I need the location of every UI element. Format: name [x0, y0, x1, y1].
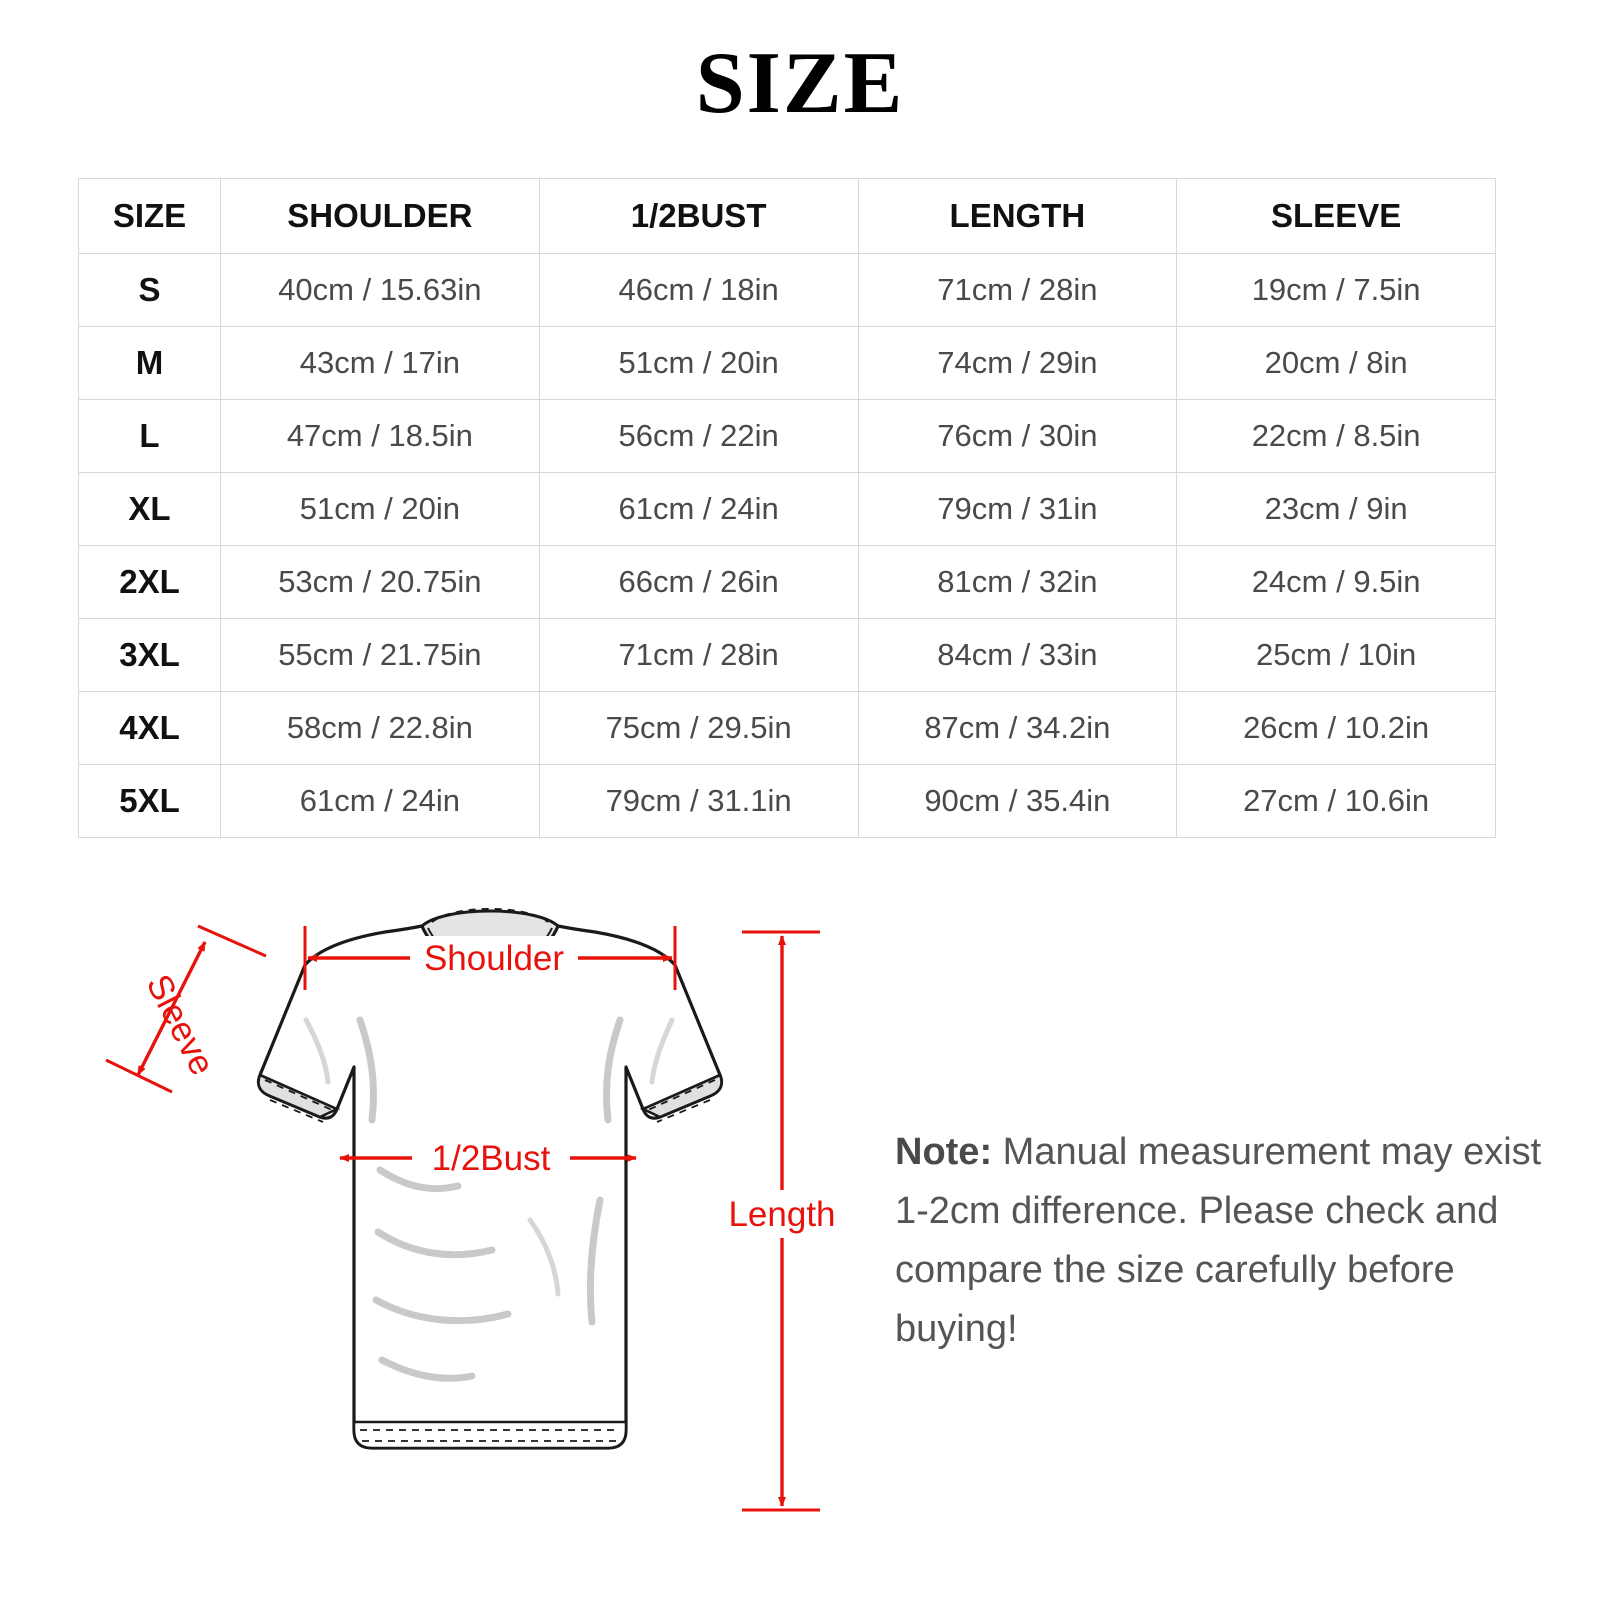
cell-bust: 46cm / 18in — [539, 254, 858, 327]
cell-sleeve: 23cm / 9in — [1177, 473, 1496, 546]
cell-sleeve: 24cm / 9.5in — [1177, 546, 1496, 619]
table-header-row — [79, 179, 1496, 254]
cell-shoulder: 47cm / 18.5in — [221, 400, 540, 473]
cell-size: 4XL — [79, 692, 221, 765]
page-title: SIZE — [695, 35, 905, 132]
cell-length: 74cm / 29in — [858, 327, 1177, 400]
shoulder-label: Shoulder — [423, 939, 565, 978]
cell-bust: 66cm / 26in — [539, 546, 858, 619]
column-header-bust: 1/2BUST — [539, 179, 858, 254]
table-row — [79, 619, 1496, 692]
cell-size: L — [79, 400, 221, 473]
cell-sleeve: 27cm / 10.6in — [1177, 765, 1496, 838]
table-body — [79, 254, 1496, 838]
sleeve-dimension — [106, 926, 266, 1092]
cell-bust: 56cm / 22in — [539, 400, 858, 473]
cell-shoulder: 61cm / 24in — [221, 765, 540, 838]
bust-label: 1/2Bust — [431, 1139, 551, 1178]
cell-size: 3XL — [79, 619, 221, 692]
cell-length: 90cm / 35.4in — [858, 765, 1177, 838]
cell-size: 5XL — [79, 765, 221, 838]
cell-length: 81cm / 32in — [858, 546, 1177, 619]
table-row — [79, 473, 1496, 546]
measurement-note — [895, 1123, 1555, 1359]
length-dimension — [710, 932, 855, 1510]
cell-length: 84cm / 33in — [858, 619, 1177, 692]
table-row — [79, 692, 1496, 765]
cell-length: 79cm / 31in — [858, 473, 1177, 546]
table-row — [79, 327, 1496, 400]
cell-bust: 75cm / 29.5in — [539, 692, 858, 765]
cell-bust: 61cm / 24in — [539, 473, 858, 546]
cell-length: 76cm / 30in — [858, 400, 1177, 473]
cell-size: XL — [79, 473, 221, 546]
table-row — [79, 546, 1496, 619]
note-text: Manual measurement may exist 1-2cm difference. Please check and compare the size carefully before buying! — [895, 1131, 1542, 1350]
cell-shoulder: 51cm / 20in — [221, 473, 540, 546]
cell-size: 2XL — [79, 546, 221, 619]
cell-sleeve: 26cm / 10.2in — [1177, 692, 1496, 765]
column-header-length: LENGTH — [858, 179, 1177, 254]
measurement-diagram — [60, 870, 860, 1570]
table-row — [79, 400, 1496, 473]
cell-sleeve: 19cm / 7.5in — [1177, 254, 1496, 327]
cell-shoulder: 43cm / 17in — [221, 327, 540, 400]
cell-sleeve: 25cm / 10in — [1177, 619, 1496, 692]
cell-bust: 51cm / 20in — [539, 327, 858, 400]
size-chart-table — [78, 178, 1496, 838]
column-header-size: SIZE — [79, 179, 221, 254]
cell-length: 87cm / 34.2in — [858, 692, 1177, 765]
cell-shoulder: 40cm / 15.63in — [221, 254, 540, 327]
cell-sleeve: 20cm / 8in — [1177, 327, 1496, 400]
sleeve-label: Sleeve — [138, 968, 222, 1082]
cell-bust: 71cm / 28in — [539, 619, 858, 692]
cell-shoulder: 53cm / 20.75in — [221, 546, 540, 619]
cell-length: 71cm / 28in — [858, 254, 1177, 327]
table-header — [79, 179, 1496, 254]
note-label: Note: — [895, 1131, 993, 1173]
cell-shoulder: 58cm / 22.8in — [221, 692, 540, 765]
cell-size: S — [79, 254, 221, 327]
table-row — [79, 254, 1496, 327]
column-header-sleeve: SLEEVE — [1177, 179, 1496, 254]
table-row — [79, 765, 1496, 838]
cell-bust: 79cm / 31.1in — [539, 765, 858, 838]
size-chart-table-container — [78, 178, 1496, 838]
cell-sleeve: 22cm / 8.5in — [1177, 400, 1496, 473]
cell-size: M — [79, 327, 221, 400]
column-header-shoulder: SHOULDER — [221, 179, 540, 254]
cell-shoulder: 55cm / 21.75in — [221, 619, 540, 692]
length-label: Length — [728, 1195, 836, 1234]
